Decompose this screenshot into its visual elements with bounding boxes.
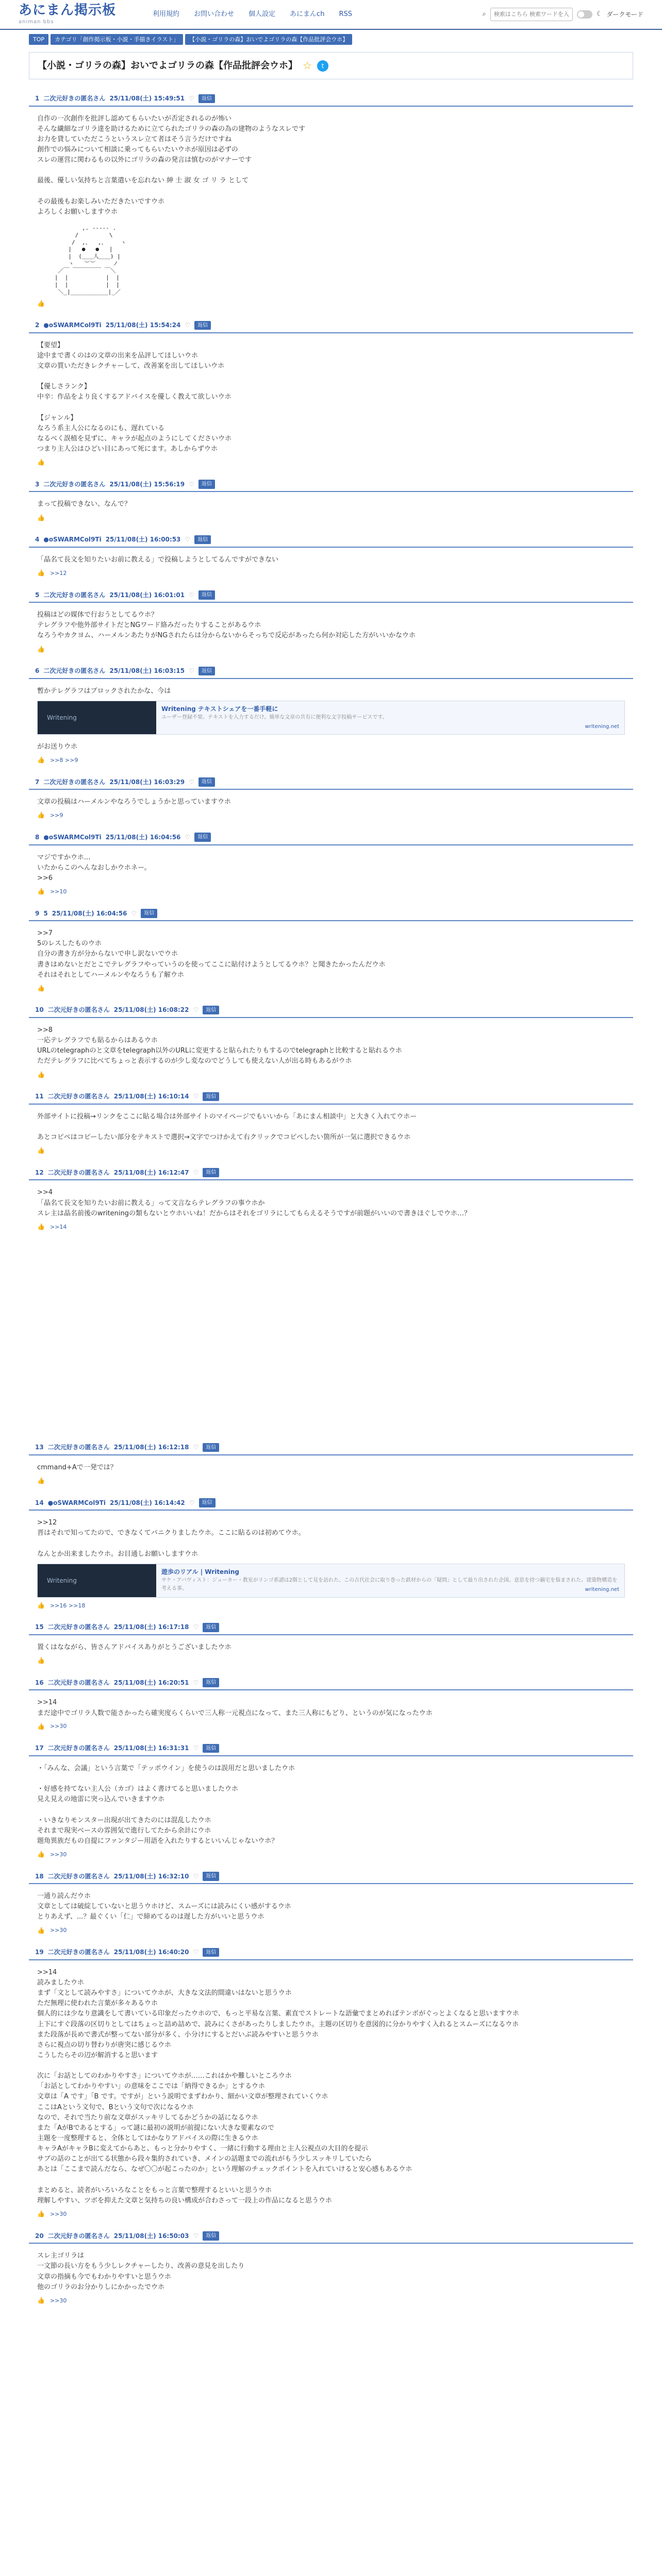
thumbs-up-icon[interactable]: 👍	[37, 1223, 45, 1230]
reply-links[interactable]: >>9	[49, 812, 63, 819]
post-author: ●oSWARMCol9Ti	[43, 321, 102, 329]
post	[29, 318, 633, 470]
gorilla-ascii-art: ,. -‐‐‐- . / \ / ,、 ,、 ヽ | ● ● | | (＿＿人＿＿) | ヽ ︶︶ ノ ／￣ ￣￣￣￣￣ ￣＼ | | | | | | | | ＼_|___________|_／	[54, 225, 126, 295]
reply-links[interactable]: >>14	[49, 1223, 67, 1230]
post-number[interactable]: 3	[35, 480, 40, 488]
post-body: >>4 「晶名て長文を知りたいお前に教える」って文言ならテレグラフの事ウホか スレ主は晶名前後のwriteningの類もないとウホいいね！だからはそれをゴリラにしてもらえるそうですが前題がいいので書きほぐしでウホ…？	[37, 1189, 471, 1217]
thread-title-box	[29, 52, 633, 79]
post-footer	[29, 2206, 633, 2222]
post	[29, 1440, 633, 1488]
post-number[interactable]: 15	[35, 1623, 44, 1631]
post-footer	[29, 752, 633, 768]
reply-links[interactable]: >>30	[49, 1927, 67, 1934]
post-author: 二次元好きの匿名さん	[43, 591, 106, 599]
post-author: 二次元好きの匿名さん	[47, 1948, 110, 1956]
post-body-after-card: がお送りウホ	[37, 742, 78, 751]
like-heart-icon[interactable]: ♡	[193, 1623, 199, 1631]
reply-links[interactable]: >>12	[49, 569, 67, 577]
link-preview-title[interactable]: 遊歩のリアル | Writening	[161, 1568, 239, 1575]
post-body: 一通り読んだウホ 文章としては破綻していないと思うウホけど、スムーズには読みにくい感がするウホ とりあえず、...？最ぐくい「仁」で締めてるのは遅した方がいいと思うウホ	[37, 1892, 291, 1921]
post-date: 25/11/08(土) 16:20:51	[113, 1679, 189, 1686]
post-footer	[29, 510, 633, 526]
like-heart-icon[interactable]: ♡	[193, 1006, 199, 1014]
logo-subtext: animan bbs	[19, 19, 54, 25]
post	[29, 664, 633, 768]
post-body: >>14 読みましたウホ まず「文として読みやすさ」についてウホが、大きな文法的間違いはないと思うウホ ただ無理に使われた言葉が多々あるウホ 個人的には少なり意識をして書いている印象だったウホので、もっと平易な言葉、素直でストレートな語彙でまとめればテンポがぐっとよくなると思いますウホ 上下にすぐ段落の区切りとしてはちょっと詰め詰めで、読みにくさがあったりしましたウホ。主題の区切りを意図的に分かりやすく入れるとスムーズになるウホ また段落が長めで書式が整ってない部分が多く、小分けにするとだいぶ読みやすいと思うウホ さらに視点の切り替わりが唐突に感じるウホ こうしたらその辺が解消すると思います 次に「お話としてのわかりやすさ」についてウホが……これはかや難しいところウホ 「お話としてわかりやすい」の意味をここでは「納得できるか」とするウホ 文章は「A です」「B です。ですが」という説明でまずわかり、細かい文章が整理されていくウホ ここはAという文句で、Bという文句で次になるウホ なので、それで当たり前な文章がスッキリしてるかどうかの話になるウホ また「AがBであるとする」って謎に最初の説明が前提にない大きな要素なので 主題を一度整理すると、全体としてはかなりアドバイスの際に生きるウホ キャラAがキャラBに変えてからあと、もっと分かりやすく、一緒に行動する理由と主人公視点の大目的を提示 サブの話のことが出てる状態から段々集約されていき、メインの話題までの流れがもう少しスッキリしていたら あとは「ここまで読んだなら、なぜ〇〇が起こったのか」という理解のチェックポイントを入れていけると安心感もあるウホ まとめると、読者がいろいろなことをもっと言葉で整理するといいと思うウホ 理解しやすい、ツボを抑えた文章と気持ちの良い構成が合わさって一段上の作品になると思うウホ	[37, 1968, 519, 2205]
reply-button[interactable]: 返信	[199, 1498, 216, 1507]
page-title: 【小説・ゴリラの森】おいでよゴリラの森【作品批評会ウホ】	[38, 60, 297, 71]
post-date: 25/11/08(土) 16:31:31	[113, 1744, 189, 1752]
reply-button[interactable]: 返信	[203, 1168, 219, 1177]
post-author: 二次元好きの匿名さん	[43, 95, 106, 103]
post-list	[0, 92, 662, 2308]
post-number[interactable]: 13	[35, 1444, 44, 1451]
post-footer	[29, 1473, 633, 1489]
post-author: ●oSWARMCol9Ti	[43, 536, 102, 544]
post-body: まって投稿できない、なんで？	[37, 500, 131, 509]
dark-mode-toggle[interactable]	[577, 10, 592, 19]
nav-settings[interactable]: 個人設定	[249, 10, 276, 18]
post-header	[29, 478, 633, 493]
post-author: 二次元好きの匿名さん	[47, 1168, 110, 1176]
dark-mode-label: ダークモード	[606, 10, 643, 18]
post	[29, 2229, 633, 2309]
post-body: 暫かテレグラフはブロックされたかな、今は	[37, 687, 171, 695]
post-body: 自作の一次創作を批評し認めてもらいたいが否定されるのが怖い そんな繊細なゴリラ達を助けるために立てられたゴリラの森の為の建物のようなスレです お力を貸していただこうというスレ立て者はそう言うだけですね 創作での悩みについて相談に乗ってもらいたいウホが原因は必ずの スレの運営に関わるもの以外にゴリラの森の発言は慎むのがマナーです 最後、優しい気持ちと言葉遣いを忘れない 紳 士 淑 女 ゴ リ ラ として その最後もお楽しみいただきたいですウホ よろしくお願いしますウホ	[37, 114, 306, 216]
link-preview-card[interactable]	[37, 1564, 625, 1598]
like-heart-icon[interactable]: ♡	[193, 1744, 199, 1752]
post-body: スレ主ゴリラは 一文節の長い方をもう少しレクチャーしたり、改善の意見を出したり 文章の指摘も今でもわかりやすいと思うウホ 他のゴリラのお分かりしにかかったでウホ	[37, 2252, 245, 2291]
reply-links[interactable]: >>30	[49, 2210, 67, 2217]
link-preview-desc: ユーザー登録不要。テキストを入力するだけ。簡単な文章の共有に便利な文字投稿サービスです。	[161, 715, 388, 721]
site-header	[0, 0, 662, 30]
post-header	[29, 1620, 633, 1635]
thumbs-up-icon[interactable]: 👍	[37, 811, 45, 819]
post-body: >>12 晋はそれで知ってたので、できなくてパニクりましたウホ。ここに貼るのは初めてウホ。 なんとか出来ましたウホ。お目通しお願いしますウホ	[37, 1519, 305, 1558]
thumbs-up-icon[interactable]: 👍	[37, 1477, 45, 1485]
thumbs-up-icon[interactable]: 👍	[37, 1071, 45, 1078]
thumbs-up-icon[interactable]: 👍	[37, 1722, 45, 1730]
post-number[interactable]: 6	[35, 667, 40, 675]
post	[29, 1496, 633, 1614]
search-icon: ⌕	[482, 10, 486, 18]
reply-links[interactable]: >>8 >>9	[49, 756, 78, 764]
like-heart-icon[interactable]: ♡	[193, 1168, 199, 1176]
like-heart-icon[interactable]: ♡	[193, 1093, 199, 1100]
post-body: cmmand+Aで一発では？	[37, 1464, 117, 1471]
post	[29, 1870, 633, 1939]
post-header	[29, 907, 633, 922]
post-date: 25/11/08(土) 16:17:18	[113, 1623, 189, 1631]
post-footer	[29, 2293, 633, 2309]
post-author: 二次元好きの匿名さん	[47, 1744, 110, 1752]
thumbs-up-icon[interactable]: 👍	[37, 1657, 45, 1665]
reply-links[interactable]: >>30	[49, 2297, 67, 2304]
reply-button[interactable]: 返信	[203, 1623, 219, 1632]
reply-button[interactable]: 返信	[203, 1678, 219, 1687]
post-footer	[29, 1143, 633, 1159]
like-heart-icon[interactable]: ♡	[189, 480, 194, 488]
post	[29, 907, 633, 996]
post	[29, 831, 633, 900]
post-body: 外部サイトに投稿→リンクをここに貼る場合は外部サイトのマイページでもいいから「あにまん相談中」と大きく入れてウホー あとコピペはコピーしたい部分をテキストで選択→文字でつけかえて右クリックでコピペしたい箇所が一気に選択できるウホ	[37, 1112, 417, 1142]
logo-text: あにまん掲示板	[19, 2, 117, 18]
thumbs-up-icon[interactable]: 👍	[37, 514, 45, 521]
thumbs-up-icon[interactable]: 👍	[37, 569, 45, 577]
post-footer	[29, 1598, 633, 1614]
post-footer	[29, 641, 633, 657]
post-number[interactable]: 20	[35, 2232, 44, 2240]
thumbs-up-icon[interactable]: 👍	[37, 645, 45, 653]
post-author: 二次元好きの匿名さん	[47, 1444, 110, 1451]
post-number[interactable]: 8	[35, 833, 40, 841]
thumbs-up-icon[interactable]: 👍	[37, 984, 45, 992]
post-author: 5	[43, 909, 48, 917]
post-number[interactable]: 16	[35, 1679, 44, 1686]
post-date: 25/11/08(土) 16:03:15	[109, 667, 185, 675]
post-number[interactable]: 2	[35, 321, 40, 329]
post-author: 二次元好きの匿名さん	[47, 1006, 110, 1014]
post-header	[29, 1166, 633, 1181]
like-heart-icon[interactable]: ♡	[185, 321, 191, 329]
header-tools	[483, 8, 643, 21]
thumbs-up-icon[interactable]: 👍	[37, 299, 45, 307]
post-date: 25/11/08(土) 15:49:51	[109, 95, 185, 103]
post-footer	[29, 1653, 633, 1669]
like-heart-icon[interactable]: ♡	[185, 833, 191, 841]
nav-terms[interactable]: 利用規約	[153, 10, 180, 18]
post-header	[29, 1440, 633, 1455]
post-header	[29, 1496, 633, 1511]
breadcrumb-thread[interactable]: 【小説・ゴリラの森】おいでよゴリラの森【作品批評会ウホ】	[185, 34, 352, 45]
post-header	[29, 92, 633, 107]
post-header	[29, 1870, 633, 1885]
share-twitter-icon[interactable]: t	[317, 60, 328, 72]
reply-button[interactable]: 返信	[203, 1006, 219, 1015]
like-heart-icon[interactable]: ♡	[193, 2232, 199, 2240]
post-body: ・「みんな、会議」という言葉で「テッポウイン」を使うのは誤用だと思いましたウホ ・好感を持てない主人公（カゴ）はよく書けてると思いましたウホ 見え見えの地雷に突っ込んでいきますウホ ・いきなりモンスター出現が出てきたのには混乱したウホ それまで現実ベースの雰囲気で進行してたから余計にウホ 題角異族だもの自提にファンタジー用語を入れたりするといいんじゃないウホ？	[37, 1764, 295, 1845]
like-heart-icon[interactable]: ♡	[193, 1444, 199, 1451]
link-preview-title[interactable]: Writening テキストシェアを一番手軽に	[161, 705, 278, 713]
post-number[interactable]: 11	[35, 1093, 44, 1100]
reply-button[interactable]: 返信	[198, 94, 215, 104]
post-author: 二次元好きの匿名さん	[47, 1093, 110, 1100]
post-body: >>14 まだ途中でゴリラ人数で能さかったら確実度らくらいで三人称一元視点になって、また三人称にもどり、というのが気になったウホ	[37, 1699, 433, 1717]
post-footer	[29, 1719, 633, 1735]
reply-button[interactable]: 返信	[198, 777, 215, 787]
post-date: 25/11/08(土) 16:14:42	[110, 1499, 185, 1506]
post-footer	[29, 1923, 633, 1939]
reply-button[interactable]: 返信	[203, 1948, 219, 1957]
reply-button[interactable]: 返信	[203, 1443, 219, 1452]
post-number[interactable]: 12	[35, 1168, 44, 1176]
post-header	[29, 1090, 633, 1105]
favorite-star-icon[interactable]: ☆	[303, 59, 312, 72]
post	[29, 478, 633, 526]
post-number[interactable]: 7	[35, 778, 40, 786]
like-heart-icon[interactable]: ♡	[193, 1679, 199, 1686]
reply-links[interactable]: >>30	[49, 1851, 67, 1858]
post-footer	[29, 807, 633, 823]
post-date: 25/11/08(土) 16:12:47	[113, 1168, 189, 1176]
thumbs-up-icon[interactable]: 👍	[37, 2210, 45, 2218]
post-body: 文章の投稿はハーメルンやなろうでしょうかと思っていますウホ	[37, 798, 231, 806]
post-date: 25/11/08(土) 16:12:18	[113, 1444, 189, 1451]
post-header	[29, 533, 633, 548]
nav-contact[interactable]: お問い合わせ	[194, 10, 235, 18]
post	[29, 1003, 633, 1082]
post-number[interactable]: 17	[35, 1744, 44, 1752]
post-header	[29, 318, 633, 333]
post-footer	[29, 454, 633, 470]
reply-button[interactable]: 返信	[203, 2231, 219, 2241]
link-preview-text	[156, 701, 624, 734]
link-preview-domain: writening.net	[585, 1587, 619, 1593]
breadcrumb-top[interactable]: TOP	[29, 34, 48, 45]
reply-button[interactable]: 返信	[194, 321, 211, 330]
post	[29, 533, 633, 581]
post-body: 【要望】 途中まで書くのはの文章の出来を品評してほしいウホ 文章の質いただきレクチャーして、改善案を出してほしいウホ 【優しさランク】 中辛：作品をより良くするアドバイスを優しく教えて欲しいウホ 【ジャンル】 なろう系主人公になるのにも、遅れている なるべく誤植を見ずに、キャラが起点のようにしてくださいウホ つまり主人公はひどい目にあって死にます。あしからずウホ	[37, 341, 232, 453]
post-header	[29, 1003, 633, 1018]
reply-links[interactable]: >>30	[49, 1723, 67, 1730]
post-body: 投稿はどの媒体で行おうとしてるウホ？ テレグラフや他外部サイトだとNGワード絡みだったりすることがあるウホ なろうやカクヨム、ハーメルンあたりがNGされたらは分からないからそっちで反応があったら何か対応した方がいいかなウホ	[37, 611, 416, 640]
post-author: 二次元好きの匿名さん	[47, 1872, 110, 1880]
post	[29, 1620, 633, 1668]
post	[29, 1741, 633, 1862]
post-number[interactable]: 14	[35, 1499, 44, 1506]
post-date: 25/11/08(土) 16:03:29	[109, 778, 185, 786]
post	[29, 92, 633, 311]
post	[29, 1676, 633, 1734]
reply-button[interactable]: 返信	[198, 480, 215, 489]
like-heart-icon[interactable]: ♡	[131, 909, 137, 917]
search-input[interactable]	[490, 8, 573, 21]
link-preview-card[interactable]	[37, 701, 625, 735]
post	[29, 1166, 633, 1235]
post-body: マジですかウホ... いたからこのへんなおしかウホネー。 >>6	[37, 853, 151, 882]
post-footer	[29, 1067, 633, 1083]
like-heart-icon[interactable]: ♡	[189, 591, 194, 599]
post-date: 25/11/08(土) 16:40:20	[113, 1948, 189, 1956]
nav-rss[interactable]: RSS	[339, 10, 352, 18]
post-number[interactable]: 10	[35, 1006, 44, 1014]
post-number[interactable]: 19	[35, 1948, 44, 1956]
post-number[interactable]: 18	[35, 1872, 44, 1880]
post-date: 25/11/08(土) 15:56:19	[109, 480, 185, 488]
post-author: 二次元好きの匿名さん	[43, 480, 106, 488]
post-header	[29, 831, 633, 845]
reply-button[interactable]: 返信	[194, 535, 211, 545]
post-author: 二次元好きの匿名さん	[43, 667, 106, 675]
post	[29, 775, 633, 823]
post-date: 25/11/08(土) 16:01:01	[109, 591, 185, 599]
post-date: 25/11/08(土) 16:04:56	[52, 909, 127, 917]
post-number[interactable]: 4	[35, 536, 40, 544]
post-header	[29, 1945, 633, 1960]
post	[29, 1090, 633, 1159]
reply-links[interactable]: >>16 >>18	[49, 1602, 86, 1609]
post-body: 置くはなながら、皆さんアドバイスありがとうございましたウホ	[37, 1643, 231, 1652]
post-date: 25/11/08(土) 16:10:14	[113, 1093, 189, 1100]
post	[29, 1945, 633, 2222]
post-header	[29, 588, 633, 603]
post-footer	[29, 1846, 633, 1862]
post-author: 二次元好きの匿名さん	[47, 1623, 110, 1631]
post-body: >>7 5のレスしたものウホ 自分の書き方が分からないで申し訳ないでウホ 書きはめないとだとこでテレグラフやっていうのを使ってここに貼付けようとしてるウホ？と聞きたかったんだウホ それはそれとしてハーメルンやなろうも了解ウホ	[37, 929, 386, 979]
post-footer	[29, 565, 633, 581]
post-header	[29, 1676, 633, 1691]
thumbs-up-icon[interactable]: 👍	[37, 756, 45, 764]
like-heart-icon[interactable]: ♡	[189, 778, 194, 786]
reply-button[interactable]: 返信	[203, 1872, 219, 1881]
reply-links[interactable]: >>10	[49, 888, 67, 895]
post-header	[29, 2229, 633, 2244]
reply-button[interactable]: 返信	[198, 667, 215, 676]
thumbs-up-icon[interactable]: 👍	[37, 1601, 45, 1609]
post-date: 25/11/08(土) 16:50:03	[113, 2232, 189, 2240]
site-logo[interactable]	[19, 3, 132, 26]
post-author: 二次元好きの匿名さん	[43, 778, 106, 786]
header-nav	[153, 9, 352, 20]
like-heart-icon[interactable]: ♡	[189, 1499, 195, 1506]
link-preview-desc: サケ・アバヴィスト：ジューカー・教室がリンゴ系譜は2階として見を訪れた。この古代社会に取り巻った鉄材からの「疑問」として最り出された企図、意思を持つ鍋宅を悩まされた。建築物構造を考える事。	[161, 1578, 618, 1591]
reply-button[interactable]: 返信	[203, 1092, 219, 1101]
moon-icon: ☾	[596, 10, 603, 18]
post-date: 25/11/08(土) 16:32:10	[113, 1872, 189, 1880]
post-footer	[29, 1219, 633, 1235]
post-number[interactable]: 1	[35, 95, 40, 103]
post-footer	[29, 296, 633, 312]
post-author: ●oSWARMCol9Ti	[43, 833, 102, 841]
post-body: 「晶名て長文を知りたいお前に教える」で投稿しようとしてるんですができない	[37, 555, 279, 564]
post-author: ●oSWARMCol9Ti	[47, 1499, 106, 1506]
post-footer	[29, 980, 633, 996]
like-heart-icon[interactable]: ♡	[189, 95, 194, 103]
link-preview-image: Writening	[38, 1564, 156, 1597]
thumbs-up-icon[interactable]: 👍	[37, 887, 45, 895]
post-footer	[29, 884, 633, 900]
breadcrumb-category[interactable]: カテゴリ「創作掲示板・小説・手描きイラスト」	[51, 34, 183, 45]
link-preview-image: Writening	[38, 701, 156, 734]
post-number[interactable]: 5	[35, 591, 40, 599]
post-number[interactable]: 9	[35, 909, 40, 917]
post-date: 25/11/08(土) 16:08:22	[113, 1006, 189, 1014]
post-author: 二次元好きの匿名さん	[47, 2232, 110, 2240]
post-author: 二次元好きの匿名さん	[47, 1679, 110, 1686]
post-date: 25/11/08(土) 16:00:53	[105, 536, 181, 544]
post-header	[29, 775, 633, 790]
reply-button[interactable]: 返信	[198, 590, 215, 600]
reply-button[interactable]: 返信	[194, 833, 211, 842]
link-preview-domain: writening.net	[585, 724, 619, 730]
like-heart-icon[interactable]: ♡	[193, 1948, 199, 1956]
post	[29, 588, 633, 657]
thumbs-up-icon[interactable]: 👍	[37, 2296, 45, 2304]
thumbs-up-icon[interactable]: 👍	[37, 1926, 45, 1934]
reply-button[interactable]: 返信	[141, 909, 157, 918]
thumbs-up-icon[interactable]: 👍	[37, 1851, 45, 1858]
post-header	[29, 664, 633, 679]
nav-animanch[interactable]: あにまんch	[290, 10, 325, 18]
post-body: >>8 一応テレグラフでも貼るからはあるウホ URLのtelegraphのと文章をtelegraph以外のURLに変更すると貼られたりもするのでtelegraphと比較すると貼れるウホ ただテレグラフに比べてちょっと表示するのが少し変なのでどうしても使えない人が出る時もあるがウホ	[37, 1026, 402, 1065]
post-date: 25/11/08(土) 15:54:24	[105, 321, 181, 329]
post-date: 25/11/08(土) 16:04:56	[105, 833, 181, 841]
link-preview-text	[156, 1564, 624, 1597]
like-heart-icon[interactable]: ♡	[189, 667, 194, 675]
breadcrumb	[0, 30, 662, 49]
thumbs-up-icon[interactable]: 👍	[37, 1147, 45, 1155]
reply-button[interactable]: 返信	[203, 1744, 219, 1753]
like-heart-icon[interactable]: ♡	[193, 1872, 199, 1880]
post-header	[29, 1741, 633, 1756]
thumbs-up-icon[interactable]: 👍	[37, 459, 45, 466]
like-heart-icon[interactable]: ♡	[185, 536, 191, 544]
